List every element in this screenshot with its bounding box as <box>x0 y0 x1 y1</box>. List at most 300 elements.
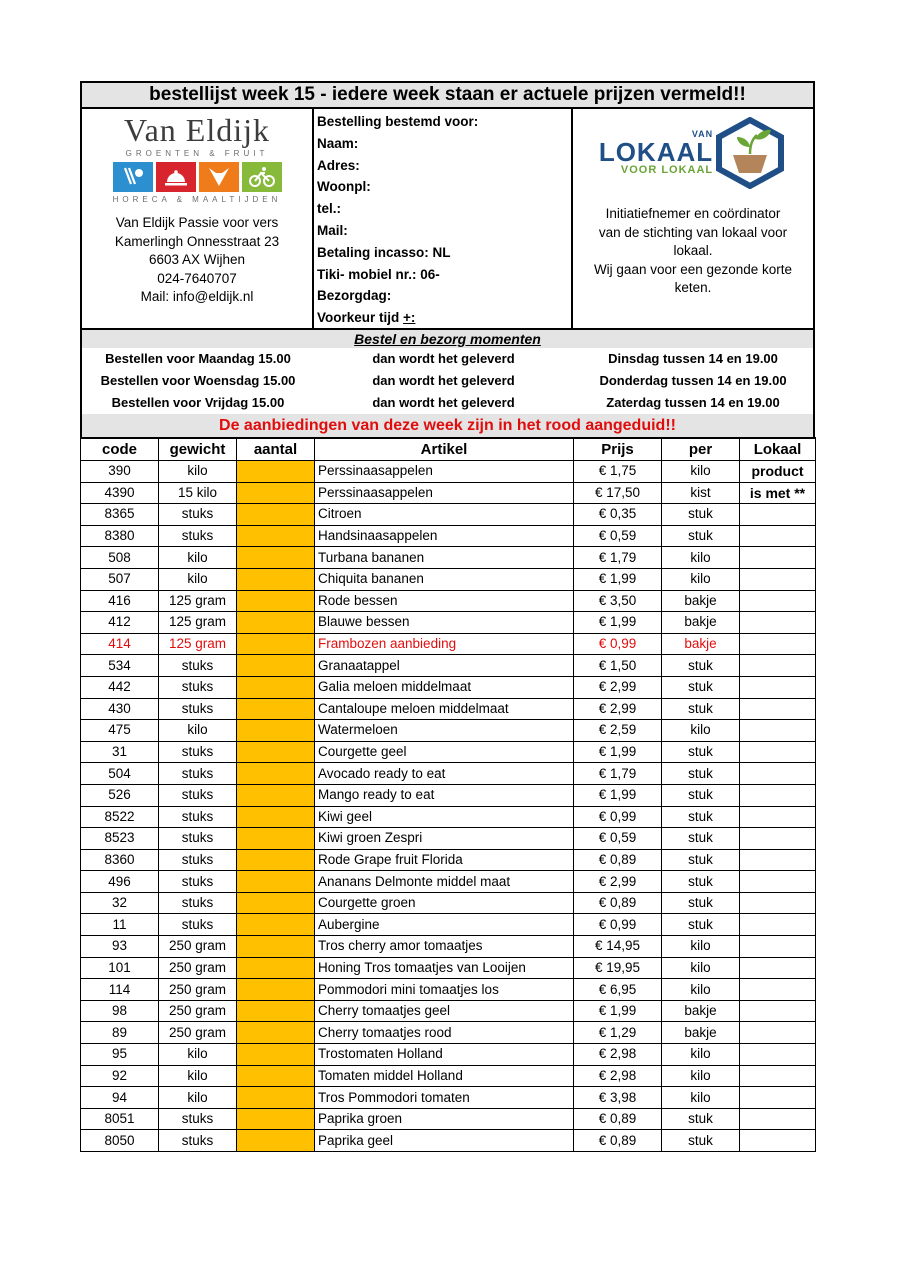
cell-local <box>740 633 816 655</box>
cell-per: kist <box>662 482 740 504</box>
logo-subline-1: GROENTEN & FRUIT <box>125 149 269 158</box>
cell-weight: stuks <box>159 784 237 806</box>
cell-article: Paprika geel <box>315 1130 574 1152</box>
quantity-input[interactable] <box>237 1065 315 1087</box>
cell-local <box>740 957 816 979</box>
cell-price: € 19,95 <box>574 957 662 979</box>
cell-article: Blauwe bessen <box>315 612 574 634</box>
cell-local <box>740 763 816 785</box>
quantity-input[interactable] <box>237 979 315 1001</box>
partner-text <box>573 205 813 298</box>
quantity-input[interactable] <box>237 547 315 569</box>
cell-article: Citroen <box>315 504 574 526</box>
cell-price: € 2,99 <box>574 676 662 698</box>
company-city: 6603 AX Wijhen <box>148 252 246 267</box>
table-row <box>81 763 816 785</box>
cell-local <box>740 979 816 1001</box>
van-eldijk-logo: Van Eldijk <box>124 112 270 148</box>
cell-code: 414 <box>81 633 159 655</box>
name-field[interactable]: Naam: <box>317 135 359 151</box>
form-heading: Bestelling bestemd voor: <box>317 114 479 129</box>
cell-local <box>740 1130 816 1152</box>
cell-article: Chiquita bananen <box>315 568 574 590</box>
cell-weight: 250 gram <box>159 1000 237 1022</box>
table-row <box>81 784 816 806</box>
table-row <box>81 1108 816 1130</box>
town-field[interactable]: Woonpl: <box>317 179 371 195</box>
moment-mid: dan wordt het geleverd <box>372 351 515 366</box>
quantity-input[interactable] <box>237 784 315 806</box>
cell-local <box>740 525 816 547</box>
cell-local <box>740 914 816 936</box>
cell-per: bakje <box>662 1022 740 1044</box>
table-row <box>81 1130 816 1152</box>
table-row <box>81 849 816 871</box>
quantity-input[interactable] <box>237 741 315 763</box>
cell-per: bakje <box>662 590 740 612</box>
cell-article: Watermeloen <box>315 720 574 742</box>
cell-code: 94 <box>81 1087 159 1109</box>
cell-code: 534 <box>81 655 159 677</box>
cell-weight: kilo <box>159 568 237 590</box>
table-row <box>81 720 816 742</box>
cell-article: Cherry tomaatjes geel <box>315 1000 574 1022</box>
cell-per: stuk <box>662 828 740 850</box>
cell-per: bakje <box>662 612 740 634</box>
cell-per: kilo <box>662 936 740 958</box>
cell-local <box>740 504 816 526</box>
table-row <box>81 504 816 526</box>
quantity-input[interactable] <box>237 720 315 742</box>
cell-article: Mango ready to eat <box>315 784 574 806</box>
moment-delivery: Donderdag tussen 14 en 19.00 <box>599 373 787 388</box>
quantity-input[interactable] <box>237 849 315 871</box>
cell-weight: stuks <box>159 849 237 871</box>
cell-article: Tomaten middel Holland <box>315 1065 574 1087</box>
mail-field[interactable]: Mail: <box>317 222 348 238</box>
cell-code: 8523 <box>81 828 159 850</box>
pref-time-field[interactable] <box>317 307 571 329</box>
hexagon-plant-icon <box>713 117 787 189</box>
cell-per: stuk <box>662 784 740 806</box>
cell-per: stuk <box>662 806 740 828</box>
col-qty: aantal <box>237 438 315 461</box>
page-title: bestellijst week 15 - iedere week staan er actuele prijzen vermeld!! <box>80 81 815 109</box>
cell-code: 496 <box>81 871 159 893</box>
cell-article: Frambozen aanbieding <box>315 633 574 655</box>
cell-article: Rode Grape fruit Florida <box>315 849 574 871</box>
cell-weight: 250 gram <box>159 1022 237 1044</box>
cell-weight: 125 gram <box>159 612 237 634</box>
cell-article: Pommodori mini tomaatjes los <box>315 979 574 1001</box>
cell-code: 92 <box>81 1065 159 1087</box>
cell-article: Kiwi geel <box>315 806 574 828</box>
cell-code: 8050 <box>81 1130 159 1152</box>
quantity-input[interactable] <box>237 482 315 504</box>
cell-local <box>740 871 816 893</box>
cell-per: stuk <box>662 676 740 698</box>
quantity-input[interactable] <box>237 1044 315 1066</box>
cell-article: Kiwi groen Zespri <box>315 828 574 850</box>
partner-text-5: keten. <box>674 280 712 295</box>
cell-price: € 2,99 <box>574 871 662 893</box>
cell-price: € 2,98 <box>574 1044 662 1066</box>
cell-local <box>740 547 816 569</box>
cell-local <box>740 1065 816 1087</box>
cell-per: stuk <box>662 698 740 720</box>
table-row <box>81 1044 816 1066</box>
product-table <box>80 437 816 1152</box>
col-article: Artikel <box>315 438 574 461</box>
payment-field[interactable]: Betaling incasso: NL <box>317 244 451 260</box>
quantity-input[interactable] <box>237 828 315 850</box>
cell-weight: stuks <box>159 871 237 893</box>
cell-price: € 2,98 <box>574 1065 662 1087</box>
cell-weight: 15 kilo <box>159 482 237 504</box>
cell-per: stuk <box>662 871 740 893</box>
address-field[interactable]: Adres: <box>317 157 360 173</box>
company-phone: 024-7640707 <box>157 270 237 286</box>
cell-article: Courgette groen <box>315 892 574 914</box>
quantity-input[interactable] <box>237 568 315 590</box>
cell-local <box>740 1108 816 1130</box>
cell-article: Perssinaasappelen <box>315 482 574 504</box>
quantity-input[interactable] <box>237 1087 315 1109</box>
quantity-input[interactable] <box>237 633 315 655</box>
cell-code: 11 <box>81 914 159 936</box>
quantity-input[interactable] <box>237 892 315 914</box>
table-row <box>81 633 816 655</box>
cell-price: € 6,95 <box>574 979 662 1001</box>
cell-local <box>740 1022 816 1044</box>
cell-article: Aubergine <box>315 914 574 936</box>
cell-per: stuk <box>662 1108 740 1130</box>
cell-weight: stuks <box>159 676 237 698</box>
quantity-input[interactable] <box>237 957 315 979</box>
cutlery-icon <box>113 162 153 192</box>
quantity-input[interactable] <box>237 1022 315 1044</box>
cell-article: Granaatappel <box>315 655 574 677</box>
cell-price: € 1,29 <box>574 1022 662 1044</box>
quantity-input[interactable] <box>237 655 315 677</box>
cell-per: stuk <box>662 655 740 677</box>
cell-price: € 1,99 <box>574 741 662 763</box>
table-row <box>81 461 816 483</box>
pref-time-suffix: +: <box>403 310 416 326</box>
cell-weight: stuks <box>159 1130 237 1152</box>
cell-weight: stuks <box>159 1108 237 1130</box>
cell-weight: stuks <box>159 655 237 677</box>
cell-article: Handsinaasappelen <box>315 525 574 547</box>
cell-weight: 250 gram <box>159 957 237 979</box>
quantity-input[interactable] <box>237 504 315 526</box>
table-row <box>81 892 816 914</box>
delivery-day-field[interactable]: Bezorgdag: <box>317 288 392 304</box>
cell-per: kilo <box>662 568 740 590</box>
cell-per: kilo <box>662 957 740 979</box>
cell-weight: stuks <box>159 504 237 526</box>
cell-article: Avocado ready to eat <box>315 763 574 785</box>
table-row <box>81 806 816 828</box>
cell-weight: 250 gram <box>159 979 237 1001</box>
cell-weight: stuks <box>159 892 237 914</box>
cell-weight: kilo <box>159 1044 237 1066</box>
cell-article: Perssinaasappelen <box>315 461 574 483</box>
cell-price: € 1,99 <box>574 784 662 806</box>
table-row <box>81 525 816 547</box>
cell-local <box>740 784 816 806</box>
cell-article: Paprika groen <box>315 1108 574 1130</box>
table-row <box>81 655 816 677</box>
cell-weight: stuks <box>159 828 237 850</box>
cell-article: Honing Tros tomaatjes van Looijen <box>315 957 574 979</box>
quantity-input[interactable] <box>237 936 315 958</box>
partner-text-1: Initiatiefnemer en coördinator <box>605 206 781 221</box>
moment-row <box>82 392 813 414</box>
quantity-input[interactable] <box>237 806 315 828</box>
cell-local <box>740 741 816 763</box>
cell-code: 114 <box>81 979 159 1001</box>
cell-price: € 0,89 <box>574 849 662 871</box>
col-per: per <box>662 438 740 461</box>
cell-per: bakje <box>662 1000 740 1022</box>
cell-per: kilo <box>662 461 740 483</box>
table-row <box>81 1022 816 1044</box>
cell-code: 475 <box>81 720 159 742</box>
cell-per: kilo <box>662 720 740 742</box>
cell-article: Tros Pommodori tomaten <box>315 1087 574 1109</box>
cell-code: 507 <box>81 568 159 590</box>
cell-price: € 2,99 <box>574 698 662 720</box>
cell-local <box>740 936 816 958</box>
cell-per: stuk <box>662 914 740 936</box>
partner-block <box>573 109 813 328</box>
cell-weight: kilo <box>159 1087 237 1109</box>
quantity-input[interactable] <box>237 871 315 893</box>
quantity-input[interactable] <box>237 590 315 612</box>
partner-text-3: lokaal. <box>673 243 713 258</box>
cell-local <box>740 655 816 677</box>
van-lokaal-voor-lokaal-logo <box>573 117 813 189</box>
order-form <box>314 109 573 328</box>
cell-code: 416 <box>81 590 159 612</box>
cell-per: stuk <box>662 741 740 763</box>
logo-lokaal: LOKAAL <box>598 137 714 167</box>
quantity-input[interactable] <box>237 914 315 936</box>
cell-code: 526 <box>81 784 159 806</box>
quantity-input[interactable] <box>237 1108 315 1130</box>
partner-text-4: Wij gaan voor een gezonde korte <box>593 261 793 277</box>
cell-code: 8051 <box>81 1108 159 1130</box>
company-mail: Mail: info@eldijk.nl <box>140 289 254 304</box>
table-row <box>81 698 816 720</box>
cyclist-icon <box>242 162 282 192</box>
cell-price: € 1,99 <box>574 612 662 634</box>
cell-code: 89 <box>81 1022 159 1044</box>
cell-weight: 125 gram <box>159 633 237 655</box>
cell-local <box>740 892 816 914</box>
cell-local: product <box>740 461 816 483</box>
table-row <box>81 914 816 936</box>
cell-weight: 250 gram <box>159 936 237 958</box>
cell-price: € 1,79 <box>574 547 662 569</box>
col-local: Lokaal <box>740 438 816 461</box>
quantity-input[interactable] <box>237 1000 315 1022</box>
table-row <box>81 568 816 590</box>
cloche-icon <box>156 162 196 192</box>
cell-price: € 3,50 <box>574 590 662 612</box>
cell-weight: stuks <box>159 525 237 547</box>
cell-local <box>740 698 816 720</box>
cell-weight: kilo <box>159 720 237 742</box>
moment-mid: dan wordt het geleverd <box>372 373 515 388</box>
table-row <box>81 676 816 698</box>
cell-local <box>740 720 816 742</box>
table-row <box>81 1065 816 1087</box>
cell-per: kilo <box>662 1044 740 1066</box>
cell-per: stuk <box>662 763 740 785</box>
cell-local <box>740 612 816 634</box>
cell-price: € 2,59 <box>574 720 662 742</box>
cell-code: 31 <box>81 741 159 763</box>
moment-row <box>82 348 813 370</box>
moment-mid: dan wordt het geleverd <box>372 395 515 410</box>
cell-per: stuk <box>662 1130 740 1152</box>
table-row <box>81 979 816 1001</box>
moment-order: Bestellen voor Vrijdag 15.00 <box>111 395 285 410</box>
cell-weight: stuks <box>159 806 237 828</box>
cell-local <box>740 1044 816 1066</box>
cell-code: 8522 <box>81 806 159 828</box>
cell-article: Turbana bananen <box>315 547 574 569</box>
pref-time-label: Voorkeur tijd <box>317 310 400 326</box>
cell-article: Trostomaten Holland <box>315 1044 574 1066</box>
quantity-input[interactable] <box>237 763 315 785</box>
table-row <box>81 1000 816 1022</box>
cell-weight: kilo <box>159 1065 237 1087</box>
tikkie-field[interactable]: Tiki- mobiel nr.: 06- <box>317 266 440 282</box>
fox-icon <box>199 162 239 192</box>
table-header <box>81 438 816 461</box>
company-block <box>82 109 314 328</box>
cell-article: Rode bessen <box>315 590 574 612</box>
cell-code: 508 <box>81 547 159 569</box>
cell-article: Tros cherry amor tomaatjes <box>315 936 574 958</box>
cell-article: Courgette geel <box>315 741 574 763</box>
cell-per: kilo <box>662 1065 740 1087</box>
table-row <box>81 741 816 763</box>
cell-weight: kilo <box>159 461 237 483</box>
col-code: code <box>81 438 159 461</box>
cell-price: € 0,89 <box>574 1108 662 1130</box>
cell-per: bakje <box>662 633 740 655</box>
moment-delivery: Zaterdag tussen 14 en 19.00 <box>606 395 780 410</box>
cell-code: 95 <box>81 1044 159 1066</box>
table-row <box>81 482 816 504</box>
cell-code: 4390 <box>81 482 159 504</box>
cell-local: is met ** <box>740 482 816 504</box>
logo-van: VAN <box>691 129 714 139</box>
cell-price: € 1,75 <box>574 461 662 483</box>
cell-code: 504 <box>81 763 159 785</box>
cell-price: € 0,99 <box>574 914 662 936</box>
cell-weight: stuks <box>159 698 237 720</box>
company-address <box>82 214 312 307</box>
cell-code: 32 <box>81 892 159 914</box>
cell-per: kilo <box>662 1087 740 1109</box>
cell-price: € 0,59 <box>574 828 662 850</box>
cell-price: € 0,59 <box>574 525 662 547</box>
cell-local <box>740 590 816 612</box>
cell-per: kilo <box>662 979 740 1001</box>
quantity-input[interactable] <box>237 612 315 634</box>
tel-field[interactable]: tel.: <box>317 201 342 217</box>
cell-code: 8360 <box>81 849 159 871</box>
cell-price: € 3,98 <box>574 1087 662 1109</box>
cell-local <box>740 806 816 828</box>
cell-weight: stuks <box>159 741 237 763</box>
cell-code: 101 <box>81 957 159 979</box>
quantity-input[interactable] <box>237 1130 315 1152</box>
table-row <box>81 547 816 569</box>
cell-per: stuk <box>662 849 740 871</box>
cell-article: Cantaloupe meloen middelmaat <box>315 698 574 720</box>
cell-local <box>740 676 816 698</box>
cell-price: € 17,50 <box>574 482 662 504</box>
cell-price: € 0,89 <box>574 892 662 914</box>
table-row <box>81 612 816 634</box>
cell-local <box>740 849 816 871</box>
cell-code: 390 <box>81 461 159 483</box>
cell-price: € 0,89 <box>574 1130 662 1152</box>
cell-article: Cherry tomaatjes rood <box>315 1022 574 1044</box>
cell-price: € 0,35 <box>574 504 662 526</box>
quantity-input[interactable] <box>237 525 315 547</box>
cell-price: € 0,99 <box>574 633 662 655</box>
cell-weight: stuks <box>159 763 237 785</box>
table-row <box>81 828 816 850</box>
moment-delivery: Dinsdag tussen 14 en 19.00 <box>608 351 778 366</box>
cell-per: stuk <box>662 892 740 914</box>
table-row <box>81 590 816 612</box>
info-section <box>80 109 815 330</box>
cell-local <box>740 568 816 590</box>
quantity-input[interactable] <box>237 698 315 720</box>
cell-local <box>740 1000 816 1022</box>
offer-notice: De aanbiedingen van deze week zijn in het rood aangeduid!! <box>82 414 813 437</box>
logo-subline-2: HORECA & MAALTIJDEN <box>112 195 282 204</box>
cell-code: 8365 <box>81 504 159 526</box>
cell-code: 98 <box>81 1000 159 1022</box>
table-row <box>81 936 816 958</box>
col-price: Prijs <box>574 438 662 461</box>
logo-tiles <box>82 162 312 192</box>
cell-article: Ananans Delmonte middel maat <box>315 871 574 893</box>
cell-price: € 1,79 <box>574 763 662 785</box>
cell-local <box>740 828 816 850</box>
moment-row <box>82 370 813 392</box>
cell-per: kilo <box>662 547 740 569</box>
cell-weight: kilo <box>159 547 237 569</box>
table-row <box>81 871 816 893</box>
cell-price: € 14,95 <box>574 936 662 958</box>
quantity-input[interactable] <box>237 461 315 483</box>
cell-per: stuk <box>662 504 740 526</box>
order-sheet <box>80 81 815 1152</box>
quantity-input[interactable] <box>237 676 315 698</box>
cell-price: € 1,99 <box>574 1000 662 1022</box>
cell-code: 442 <box>81 676 159 698</box>
